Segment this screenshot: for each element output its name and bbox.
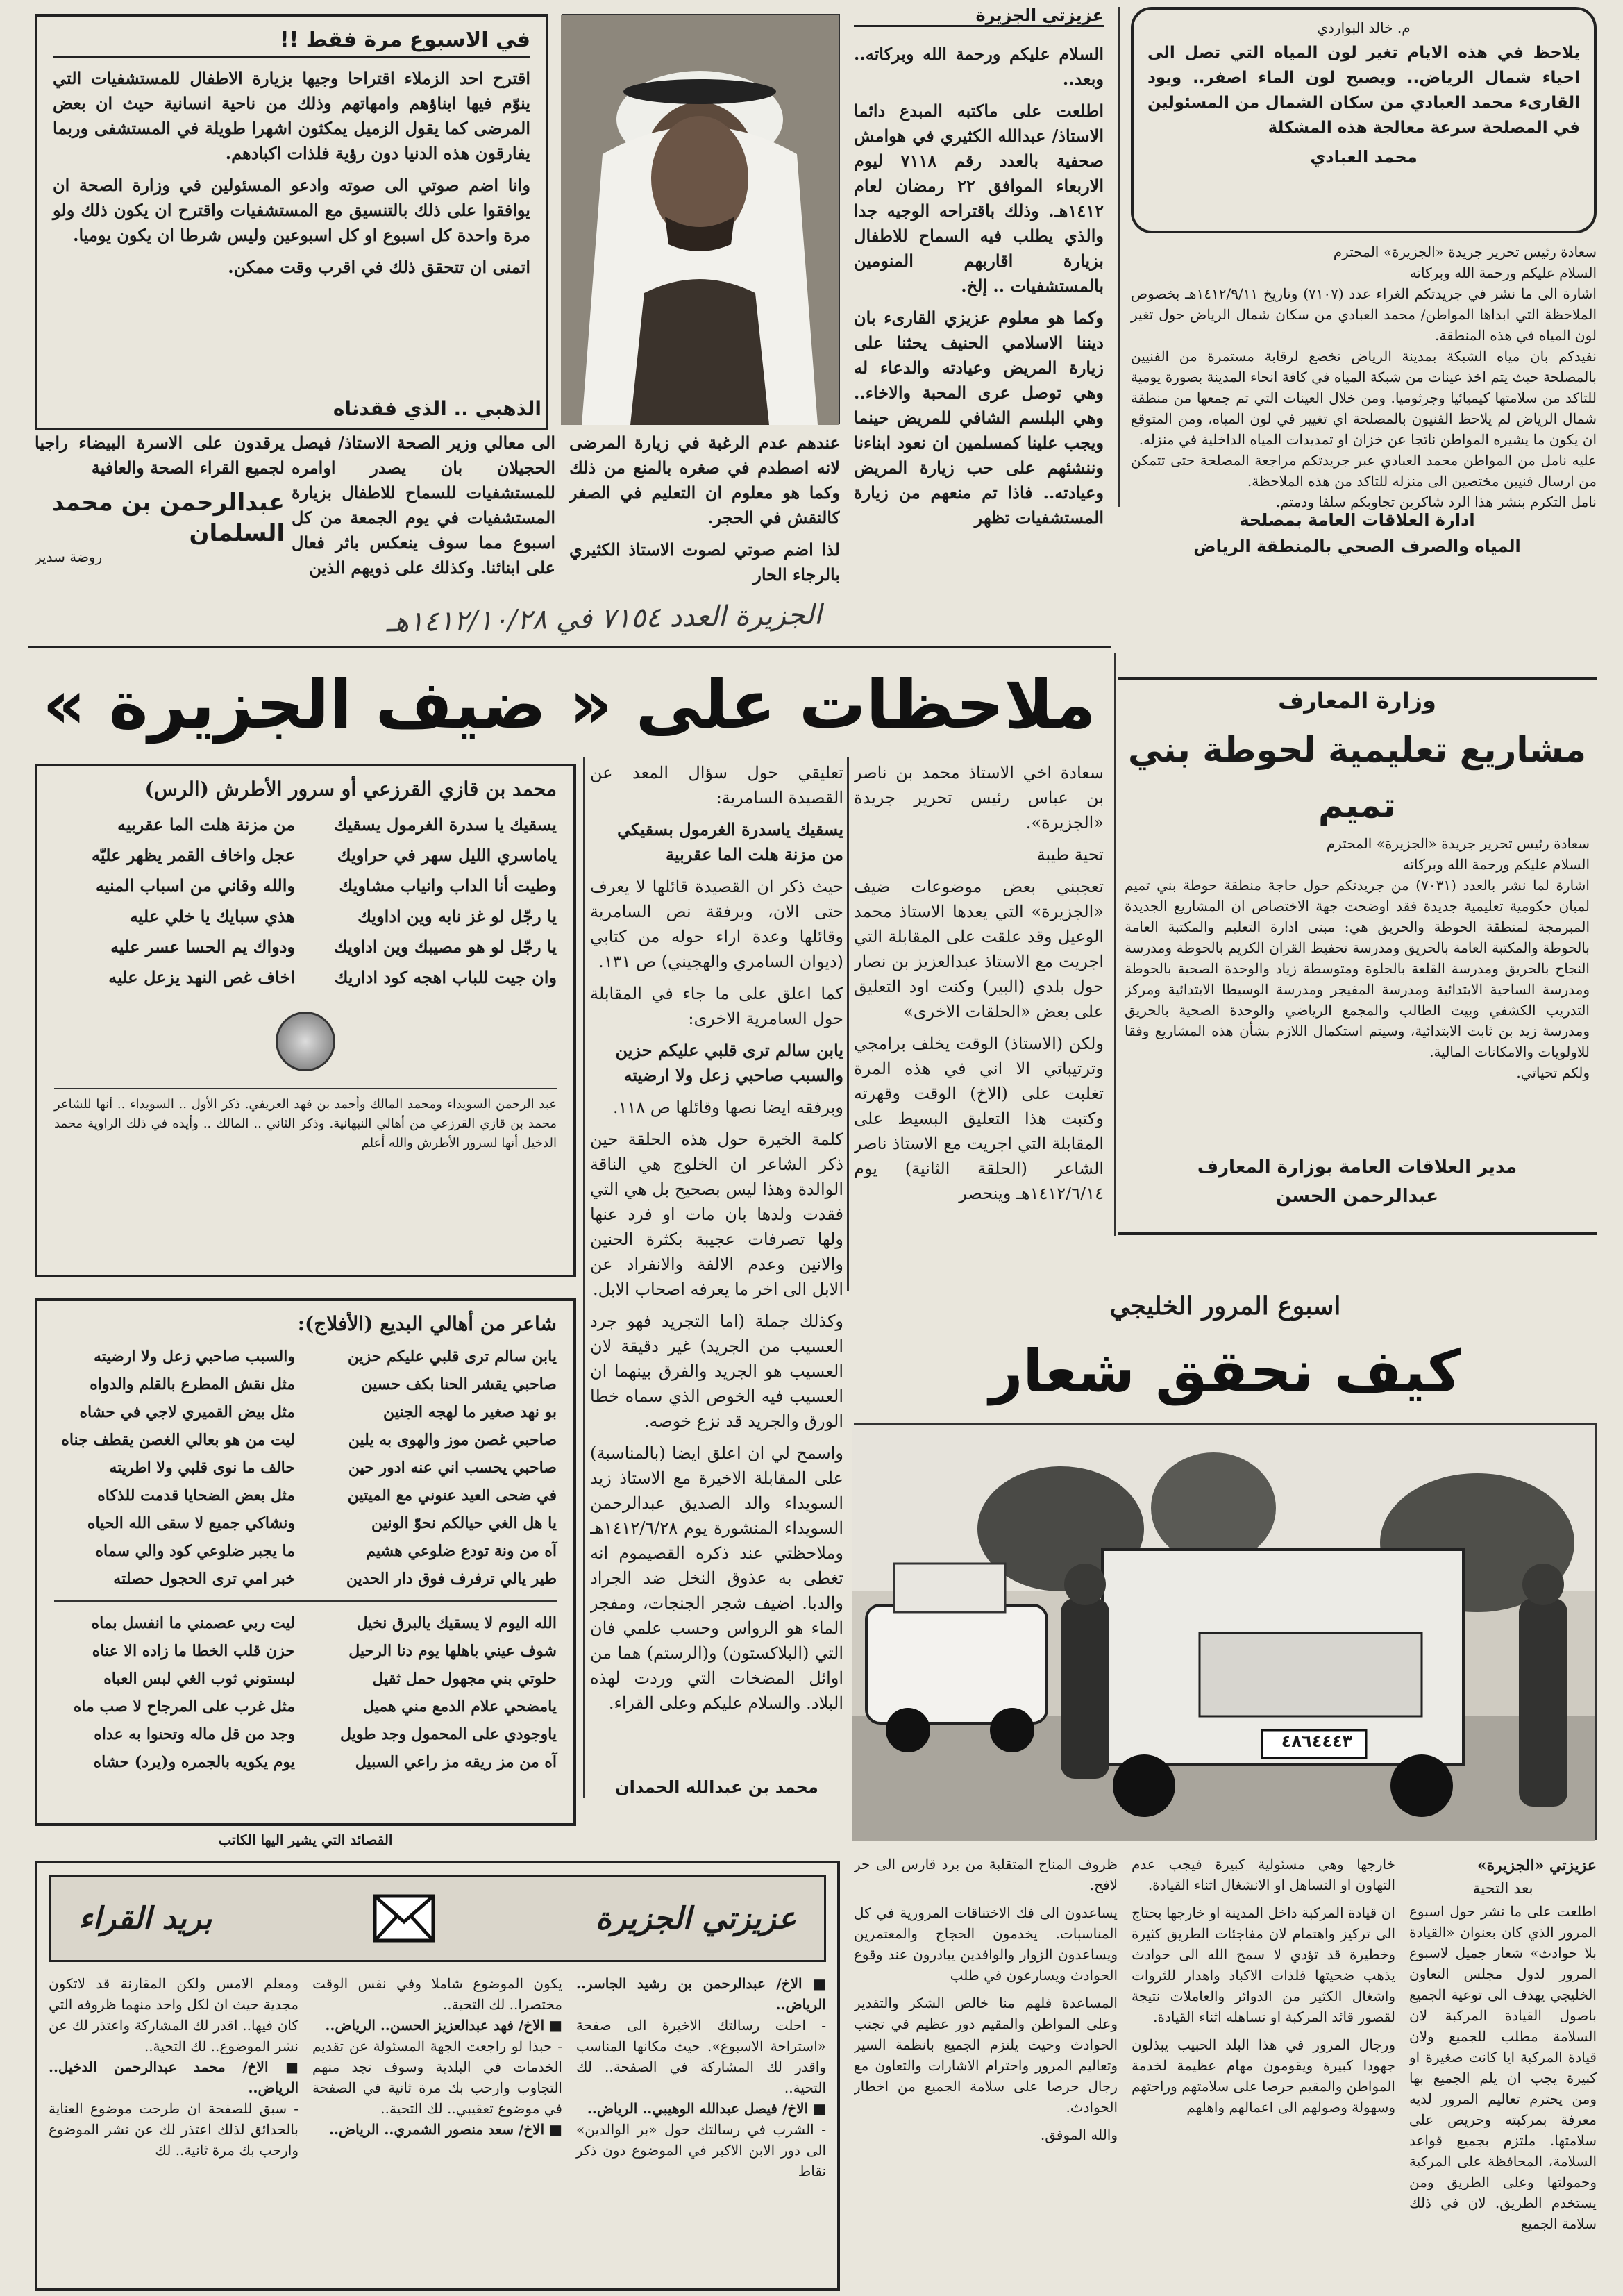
azizati-paragraph: السلام عليكم ورحمة الله وبركاته.. وبعد.. (854, 44, 1104, 89)
portrait-photo (562, 14, 840, 424)
mailbox-banner (49, 1875, 826, 1962)
poem-verse: ودواك يم الحسا عسر عليه (110, 937, 295, 957)
poem-verse: حالف ما نوى قلبي ولا اطريته (109, 1459, 295, 1477)
traffic-paragraph: خارجها وهي مسئولية كبيرة فيجب عدم التهاون او التساهل او الانشغال اثناء القيادة. (1132, 1856, 1395, 1893)
mailbox-entry: ■ الاخ/ فيصل عبدالله الوهيبي.. الرياض.. (587, 2100, 826, 2117)
guest-paragraph: وبرفقه ايضا نصها وقائلها ص ١١٨. (612, 1098, 843, 1117)
poem-verse: وطيت أنا الداب وانياب مشاويك (339, 875, 557, 896)
maarif-signature-line-1: مدير العلاقات العامة بوزارة المعارف (1197, 1157, 1517, 1178)
guest-column-mid (590, 760, 843, 1767)
poem-caption: القصائد التي يشير اليها الكاتب (218, 1832, 393, 1848)
weekly-visit-paragraph: وانا اضم صوتي الى صوته وادعو المسئولين في وزارة الصحة ان يوافقوا على ذلك بالتنسيق مع المستشفيات واقترح ان يكون ذلك ولو مرة واحدة كل اسبوع او كل اسبوعين وليس شرطا ان يكون يوميا. (53, 175, 530, 245)
mailbox-entry: - الشرب في رسالتك حول «بر الوالدين» الى دور الابن الاكبر في الموضوع دون ذكر نقاط (576, 2121, 826, 2179)
poem-verse: من مزنة هلت الما عقربيه (117, 814, 295, 835)
poem-verse: ياوجودي على المحمول وجد طويل (339, 1725, 557, 1743)
mailbox-column-2 (312, 1973, 562, 2279)
envelope-icon (373, 1894, 435, 1943)
azizati-paragraph: لذا اضم صوتي لصوت الاستاذ الكثيري بالرجاء الحار (569, 539, 840, 585)
guest-verse: من مزنة هلت الما عقربية (665, 844, 843, 864)
poem-verse: ياماسري الليل سهر في حراويك (337, 845, 557, 865)
azizati-paragraph: يرقدون على الاسرة البيضاء راجيا لجميع القراء الصحة والعافية (35, 433, 285, 478)
water-letter-paragraph: اشارة الى ما نشر في جريدتكم الغراء عدد (٧١٠٧) وتاريخ ١٤١٢/٩/١١هـ بخصوص الملاحظة التي ابداها المواطن/ محمد العبادي من سكان شمال الرياض حول تغير لون المياه في هذه المنطقة. (1131, 285, 1597, 344)
traffic-photo (854, 1423, 1597, 1840)
azizati-author: عبدالرحمن بن محمد السلمان (51, 489, 285, 547)
mailbox-entry: - احلت رسالتك الاخيرة الى صفحة «استراحة الاسبوع». حيث مكانها المناسب واقدر لك المشاركة في الصفحة.. لك التحية.. (576, 2017, 826, 2096)
azizati-column-4 (35, 430, 285, 604)
guest-paragraph: كما اعلق على ما جاء في المقابلة حول السامرية الاخرى: (590, 984, 843, 1028)
maarif-paragraph: ولكم تحياتي. (1516, 1064, 1590, 1081)
poem-verse: يا رجّل لو هو مصيبك وين اداويك (334, 937, 557, 957)
mailbox-entry: يكون الموضوع شاملا وفي نفس الوقت مختصرا.. لك التحية.. (312, 1975, 562, 2013)
water-signature-line-2: المياه والصرف الصحي بالمنطقة الرياض (1193, 537, 1521, 556)
poem-1-title: محمد بن قازي القرزعي أو سرور الأطرش (الرس) (144, 778, 557, 801)
poem-verse: بو نهد صغير ما لهجه الجنين (382, 1403, 557, 1421)
water-letter-paragraph: نامل التكرم بنشر هذا الرد شاكرين تجاوبكم سلفا ودمتم. (1275, 494, 1597, 510)
traffic-kicker: اسبوع المرور الخليجي (1109, 1291, 1341, 1321)
mailbox-entry: - سبق للصفحة ان طرحت موضوع العناية بالحدائق لذلك اعتذر لك عن نشر الموضوع وارحب بك مرة ثانية.. لك (49, 2100, 298, 2159)
poem-verse: هذي سبايك يا خلي عليه (129, 906, 295, 926)
traffic-column-1 (1409, 1854, 1597, 2284)
poem-verse: وان جيت للباب اهجه كود اداريك (334, 967, 557, 987)
poem-verse: الله اليوم لا يسقيك يالبرق نخيل (356, 1614, 557, 1632)
palm-emblem-icon (276, 1012, 335, 1071)
poem-verse: مثل غرب على المرجاح لا صب ماه (73, 1698, 295, 1716)
weekly-visit-header: في الاسبوع مرة فقط !! (53, 25, 530, 58)
maarif-paragraph: السلام عليكم ورحمة الله وبركاته (1402, 856, 1590, 873)
poem-verse: يامضحي علام الدمع مني هميل (363, 1698, 557, 1716)
mailbox-box (35, 1861, 840, 2291)
traffic-paragraph: والله الموفق. (1040, 2127, 1118, 2143)
guest-paragraph: تعليقي حول سؤال المعد عن القصيدة السامرية: (590, 763, 843, 807)
water-letter-paragraph: السلام عليكم ورحمة الله وبركاته (1409, 265, 1597, 281)
poem-1-footnote: عبد الرحمن السويداء ومحمد المالك وأحمد بن فهد العريفي. ذكر الأول .. السويداء .. أنها للشاعر محمد بن قازي القرزعي من أهالي النبهانية. وذكر الثاني .. المالك .. وأيده في ذلك الراوية محمد الدخيل أنها لسرور الأطرش والله أعلم (54, 1088, 557, 1153)
guest-verse: والسبب صاحبي زعل ولا ارضيته (623, 1065, 843, 1085)
traffic-paragraph: ظروف المناخ المتقلبة من برد قارس الى حر لافح. (854, 1856, 1118, 1893)
poem-1-verses (54, 812, 557, 991)
poem-verse: وجد من قل ماله وتحنوا به عداه (94, 1725, 295, 1743)
poem-verse: يابن سالم ترى قلبي عليكم حزين (347, 1348, 557, 1366)
portrait-figure-icon (561, 15, 839, 425)
poem-2-title: شاعر من أهالي البديع (الأفلاج): (297, 1312, 557, 1335)
column-divider (583, 757, 585, 1798)
weekly-visit-paragraph: اقترح احد الزملاء اقتراحا وجيها بزيارة الاطفال للمستشفيات التي ينوّم فيها ابناؤهم وامهاتهم وذلك من ناحية انسانية حيث ان بعض المرضى كما يقول الزميل يمكثون اشهرا طويلة في المستشفى وربما يفارقون هذه الدنيا دون رؤية فلذات اكبادهم. (53, 68, 530, 163)
water-quote-author-tag: م. خالد البواردي (1317, 19, 1411, 36)
water-letter-paragraph: سعادة رئيس تحرير جريدة «الجزيرة» المحترم (1333, 244, 1597, 260)
traffic-paragraph: اطلعت على ما نشر حول اسبوع المرور الذي كان بعنوان «القيادة بلا حوادث» شعار جميل لاسبوع المرور لدول مجلس التعاون الخليجي يهدف الى توعية الجميع باصول القيادة المركبة لان السلامة مطلب للجميع ولان قيادة المركبة ايا كانت صغيرة او كبيرة يجب ان يلم الجميع بها ومن يحترم تعاليم المرور لديه معرفة بمركبته وحريص على سلامتها. ملتزم بجميع قواعد السلامة، المحافظة على المركبة وحمولتها وعلى الطريق ومن يستخدم الطريق. لان في ذلك سلامة الجميع (1409, 1903, 1597, 2232)
traffic-column-3 (854, 1854, 1118, 2284)
poem-verse: شوف عيني باهلها يوم دنا الرحيل (348, 1642, 557, 1660)
poem-verse: يا هل الغي حيالكم نحوّ الونين (371, 1514, 557, 1532)
poem-verse: مثل نقش المطرع بالقلم والدواه (90, 1375, 295, 1393)
mailbox-entry: ■ الاخ/ عبدالرحمن بن رشيد الجاسر.. الرياض.. (576, 1975, 826, 2013)
guest-paragraph: تعجبني بعض موضوعات ضيف «الجزيرة» التي يعدها الاستاذ محمد الوعيل وقد علقت على المقابلة التي اجريت مع الاستاذ عبدالعزيز بن نصار حول بلدي (البير) وكنت اود التعليق على بعض «الحلقات الاخرى» (854, 877, 1104, 1021)
maarif-paragraph: سعادة رئيس تحرير جريدة «الجزيرة» المحترم (1326, 835, 1590, 852)
maarif-body (1125, 833, 1590, 1139)
maarif-signature-line-2: عبدالرحمن الحسن (1275, 1186, 1439, 1207)
water-letter-signature (1118, 507, 1597, 560)
mailbox-entry: ■ الاخ/ محمد عبدالرحمن الدخيل.. الرياض.. (49, 2059, 298, 2096)
water-letter-paragraph: عليه نامل من المواطن محمد العبادي عبر جريدتكم مراجعة المصلحة حتى تتمكن من ارسال فنيين مختصين الى منزله للتاكد من هذه الملاحظة. (1131, 452, 1597, 489)
poem-verse: في ضحى العيد عنوني مع الميتين (347, 1486, 557, 1505)
guest-column-right (854, 760, 1104, 1288)
mailbox-entry: ومعلم الامس ولكن المقارنة قد لاتكون مجدية حيث ان لكل واحد منهما ظروفه التي كان فيها.. اقدر لك المشاركة واعتذر لك عن نشر الموضوع.. لك التحية.. (49, 1975, 298, 2054)
poem-verse: والله وقاني من اسباب المنيه (95, 875, 295, 896)
azizati-place: روضة سدير (35, 548, 103, 565)
poem-verse: ليت ربي عصمني ما انفسل بماه (91, 1614, 295, 1632)
mailbox-column-1 (576, 1973, 826, 2279)
maarif-top-rule (1118, 677, 1597, 680)
guest-paragraph: كلمة الخيرة حول هذه الحلقة حين ذكر الشاعر ان الخلوج هي الناقة الوالدة وهذا ليس بصحيح بل هي التي فقدت ولدها بان مات او فرد عنها ولها تصرفات عجيبة بكثرة الحنين والانين وعدم الالفة والانفراد عن الابل الى اخر ما يعرفه اصحاب الابل. (590, 1130, 843, 1299)
water-letter-paragraph: نفيدكم بان مياه الشبكة بمدينة الرياض تخضع لرقابة مستمرة من الفنيين بالمصلحة حيث يتم اخذ عينات من شبكة المياه في كافة انحاء المدينة بصورة يومية للتاكد من سلامتها كيميائيا وجرثوميا. ومن خلال العينات التي تم جمعها من منطقة شمال الرياض لم يلاحظ الفنيون بالمصلحة اي تغيير في لون المياه، ومن المتوقع ان يكون ما يشيره المواطن ناتجا عن خزان او تمديدات المياه الداخلية في منزله. (1131, 348, 1597, 448)
maarif-paragraph: اشارة لما نشر بالعدد (٧٠٣١) من جريدتكم حول حاجة منطقة حوطة بني تميم لمبان حكومية تعليمية جديدة فقد اوضحت جهة الاختصاص ان المشاريع الجديدة المبرمجة لمنطقة الحوطة والحريق هي: مبنى ادارة التعليم والمكتبة العامة بالحوطة والمكتبة العامة بالحريق ومدرسة تحفيظ القران الكريم بالحوطة ومدرسة النجاح بالحريق ومدرسة القلعة بالحلوة ومتوسطة زياد والوحدة الصحية بالحوطة ومدرسة الساحية الابتدائية ومدرسة المفيجر ومدرسة الوسيطا الابتدائية ومركز التدريب الكشفي وبيت الطالب والمجمع الرياضي والوحدة الصحية بالحريق ومدرسة زيد بن ثابت الابتدائية، وسيتم استكمال اللازم بشأن هذه المشاريع وفقا للاولويات والامكانات المالية. (1125, 877, 1590, 1060)
guest-paragraph: وكذلك جملة (اما التجريد فهو جرد العسيب من الجريد) غير دقيقة لان العسيب هو الجريد والفرق بينهما ان العسيب فيه الخوص الذي سماه خطا الورق والجريد قد نزع خوصه. (590, 1312, 843, 1431)
guest-paragraph: حيث ذكر ان القصيدة قائلها لا يعرف حتى الان، وبرفقة نص السامرية وقائلها وعدة اراء حوله من كتابي (ديوان السامري والهجيني) ص ١٣١. (590, 877, 843, 971)
guest-paragraph: ولكن (الاستاذ) الوقت يخلف برامجي وترتيباتي الا اني في هذه المرة تغلبت على (الاخ) الوقت وقهرته وكتبت هذا التعليق البسيط على المقابلة التي اجريت مع الاستاذ ناصر الشاعر (الحلقة الثانية) يوم ١٤١٢/٦/١٤هـ وينحصر (854, 1034, 1104, 1203)
guest-verse: يابن سالم ترى قلبي عليكم حزين (615, 1040, 843, 1060)
weekly-visit-box (35, 14, 548, 430)
poem-verse: آه من ونة تودع ضلوعي هشيم (366, 1542, 557, 1560)
mailbox-entry: ■ الاخ/ فهد عبدالعزيز الحسن.. الرياض.. (325, 2017, 562, 2034)
poem-verse: والسبب صاحبي زعل ولا ارضيته (94, 1348, 295, 1366)
column-divider (847, 757, 849, 1291)
guest-paragraph: تحية طيبة (1036, 845, 1104, 864)
maarif-headline: مشاريع تعليمية لحوطة بني تميم (1128, 730, 1586, 826)
poem-verse: حزن قلب الخطا ما زاده الا عناه (92, 1642, 295, 1660)
azizati-column-3 (292, 430, 555, 604)
azizati-column-2 (569, 430, 840, 604)
azizati-paragraph: الى معالي وزير الصحة الاستاذ/ فيصل الحجيلان بان يصدر اوامره للمستشفيات للسماح للاطفال بزيارة المستشفيات في يوم الجمعة من كل اسبوع مما سوف ينعكس باثر فعال على ابنائنا. وكذلك على ذويهم الذين (292, 433, 555, 578)
traffic-greeting-2: بعد التحية (1472, 1880, 1533, 1897)
handwritten-note: الجزيرة العدد ٧١٥٤ في ١٤١٢/١٠/٢٨هـ (385, 598, 823, 639)
poem-verse: عجل واخاف القمر يظهر عليّه (92, 845, 295, 865)
weekly-visit-footer: الذهبي .. الذي فقدناه (333, 397, 541, 420)
poem-verse: صاحبي يحسب اني عنه ادور حين (348, 1459, 557, 1477)
traffic-paragraph: ورجال المرور في هذا البلد الحبيب يبذلون جهودا كبيرة ويقومون مهام عظيمة لخدمة المواطن والمقيم حرصا على سلامتهم وراحتهم وسهولة وصولهم الى اعمالهم واهلهم (1132, 2036, 1395, 2115)
mailbox-label-right: عزيزتي الجزيرة (595, 1900, 796, 1936)
azizati-header: عزيزتي الجزيرة (854, 6, 1104, 27)
azizati-paragraph: وكما هو معلوم عزيزي القارىء بان ديننا الاسلامي الحنيف يحثنا على زيارة المريض وعيادته والدعاء له وهي توصل عرى المحبة والاخاء.. وهي البلسم الشافي للمريض حينما (854, 308, 1104, 428)
poem-verse: حلوتي بني مجهول حمل ثقيل (372, 1670, 557, 1688)
weekly-visit-paragraph: اتمنى ان تتحقق ذلك في اقرب وقت ممكن. (228, 257, 530, 277)
azizati-column-continuation (854, 430, 1104, 604)
maarif-bottom-rule (1118, 1232, 1597, 1235)
poem-verse: طير يالي ترفرف فوق دار الحدين (346, 1570, 557, 1588)
guest-author: محمد بن عبدالله الحمدان (615, 1777, 818, 1797)
guest-paragraph: سعادة اخي الاستاذ محمد بن ناصر بن عباس رئيس تحرير جريدة «الجزيرة». (854, 763, 1104, 832)
water-signature-line-1: ادارة العلاقات العامة بمصلحة (1239, 510, 1475, 530)
mailbox-entry: - حبذا لو راجعت الجهة المسئولة عن تقديم الخدمات في البلدية وسوف تجد منهم التجاوب وارحب بك مرة ثانية في الصفحة في موضوع تعقيبي.. لك التحية.. (312, 2038, 562, 2117)
top-divider (28, 646, 1111, 648)
water-quote-signature: محمد العبادي (1310, 147, 1418, 167)
poem-verse: صاحبي يقشر الحنا بكف حسين (361, 1375, 557, 1393)
poem-verse: خبر امي ترى الحجول حصلته (113, 1570, 295, 1588)
mailbox-entry: ■ الاخ/ سعد منصور الشمري.. الرياض.. (329, 2121, 562, 2138)
guest-headline: ملاحظات على « ضيف الجزيرة » (42, 666, 1096, 744)
poem-verse: اخاف غص النهد يزعل عليه (108, 967, 295, 987)
poem-2-verses (54, 1345, 557, 1591)
poem-verse: يسقيك يا سدرة الغرمول يسقيك (333, 814, 557, 835)
azizati-paragraph: عندهم عدم الرغبة في زيارة المرضى لانه اصطدم في صغره بالمنع من ذلك وكما هو معلوم ان التعليم في الصغر كالنقش في الحجر. (569, 433, 840, 528)
poem-verse: مثل بيض القميري لاجي في حشاه (79, 1403, 295, 1421)
traffic-paragraph: ان قيادة المركبة داخل المدينة او خارجها يحتاج الى تركيز واهتمام لان مفاجئات الطريق كثيرة وخطيرة قد تؤدي لا سمح الله الى حوادث يذهب ضحيتها فلذات الاكباد واهدار للثروات واشغال الكثير من الدوائر والعاملات نتيجة لقصور قائد المركبة او تساهله اثناء القيادة. (1132, 1904, 1395, 2025)
traffic-greeting: عزيزتي «الجزيرة» (1477, 1857, 1597, 1875)
traffic-paragraph: يساعدون الى فك الاختناقات المرورية في كل المناسبات. يخدمون الحجاج والمعتمرين ويساعدون الزوار والوافدين يبادرون عند وقوع الحوادث ويسارعون في طلب (854, 1904, 1118, 1984)
guest-verse: يسقيك ياسدرة الغرمول بسقيكي (617, 819, 843, 839)
azizati-paragraph: اطلعت على ماكتبه المبدع دائما الاستاذ/ عبدالله الكثيري في هوامش صحفية بالعدد رقم ٧١١٨ ليوم الاربعاء الموافق ٢٢ رمضان لعام ١٤١٢هـ. وذلك باقتراحه الوجيه جدا والذي يطلب فيه السماح للاطفال بزيارة اقاربهم المنومين بالمستشفيات .. إلخ. (854, 101, 1104, 296)
water-quote-box (1131, 7, 1597, 233)
traffic-column-2 (1132, 1854, 1395, 2284)
poem-verse: يوم يكويه بالجمره و(يرد) حشاه (93, 1753, 295, 1771)
poem-verse: مثل بعض الضحايا قدمت للذكاه (97, 1486, 295, 1505)
poem-verse: لبستوني ثوب الغي لبس العباه (103, 1670, 295, 1688)
poem-verse: ما يجبر ضلوعي كود والي سماه (95, 1542, 295, 1560)
license-plate: ٤٨٦٤٤٤٣ (1281, 1732, 1353, 1751)
column-divider (1114, 653, 1116, 1236)
maarif-ministry: وزارة المعارف (1278, 687, 1436, 714)
poem-verse: ونشاكي جميع لا سقى الله الحياه (87, 1514, 295, 1532)
poem-verse: يا رجّل لو غز نابه وين اداويك (358, 906, 557, 926)
azizati-column (854, 42, 1104, 430)
traffic-paragraph: المساعدة فلهم منا خالص الشكر والتقدير وعلى المواطن والمقيم دور عظيم في تجنب الحوادث وحيث يلتزم الجميع بانظمة السير وتعاليم المرور واحترام الاشارات والتعاون مع رجال حرصا على سلامة الجميع من اخطار الحوادث. (854, 1995, 1118, 2115)
poem-1-box (35, 764, 576, 1277)
poem-2-box (35, 1298, 576, 1826)
poem-3-verses (54, 1611, 557, 1774)
traffic-scene-icon (852, 1425, 1595, 1841)
water-quote-text: يلاحظ في هذه الايام تغير لون المياه التي تصل الى احياء شمال الرياض.. ويصبح لون الماء اصفر.. ويود القارىء محمد العبادي من سكان الشمال من المسئولين في المصلحة سرعة معالجة هذه المشكلة (1147, 44, 1580, 137)
traffic-headline: كيف نحقق شعار (989, 1337, 1461, 1405)
water-letter-column (1118, 7, 1597, 510)
azizati-paragraph: ويجب علينا كمسلمين ان نعود ابناءنا وننشئهم على حب زيارة المريض وعيادته.. فاذا تم منعهم من زيارة المستشفيات تظهر (854, 433, 1104, 528)
mailbox-column-3 (49, 1973, 298, 2279)
maarif-signature (1118, 1153, 1597, 1211)
mailbox-label-left: بريد القراء (78, 1900, 212, 1936)
guest-paragraph: واسمح لي ان اعلق ايضا (بالمناسبة) على المقابلة الاخيرة مع الاستاذ زيد السويداء والد الصديق عبدالرحمن السويداء المنشورة يوم ١٤١٢/٦/٢٨هـ وملاحظتي عند ذكره القصيموم انه تغطى به عذوق النخل ضد الجراد والدبا. اضيف شجر الجنجات، ومفجر الماء هو الرواس وحسب علمي فان التي (البلاكستون) و(الرستم) هما من اوائل المضخات التي وردت لهذه البلاد. والسلام عليكم وعلى القراء. (590, 1443, 843, 1713)
poem-verse: ليت من هو بعالي الغصن يقطف جناه (61, 1431, 295, 1449)
poem-verse: آه من مز ريقه مز راعي السبيل (355, 1753, 557, 1771)
poem-verse: صاحبي غصن موز والهوى به يلين (348, 1431, 557, 1449)
